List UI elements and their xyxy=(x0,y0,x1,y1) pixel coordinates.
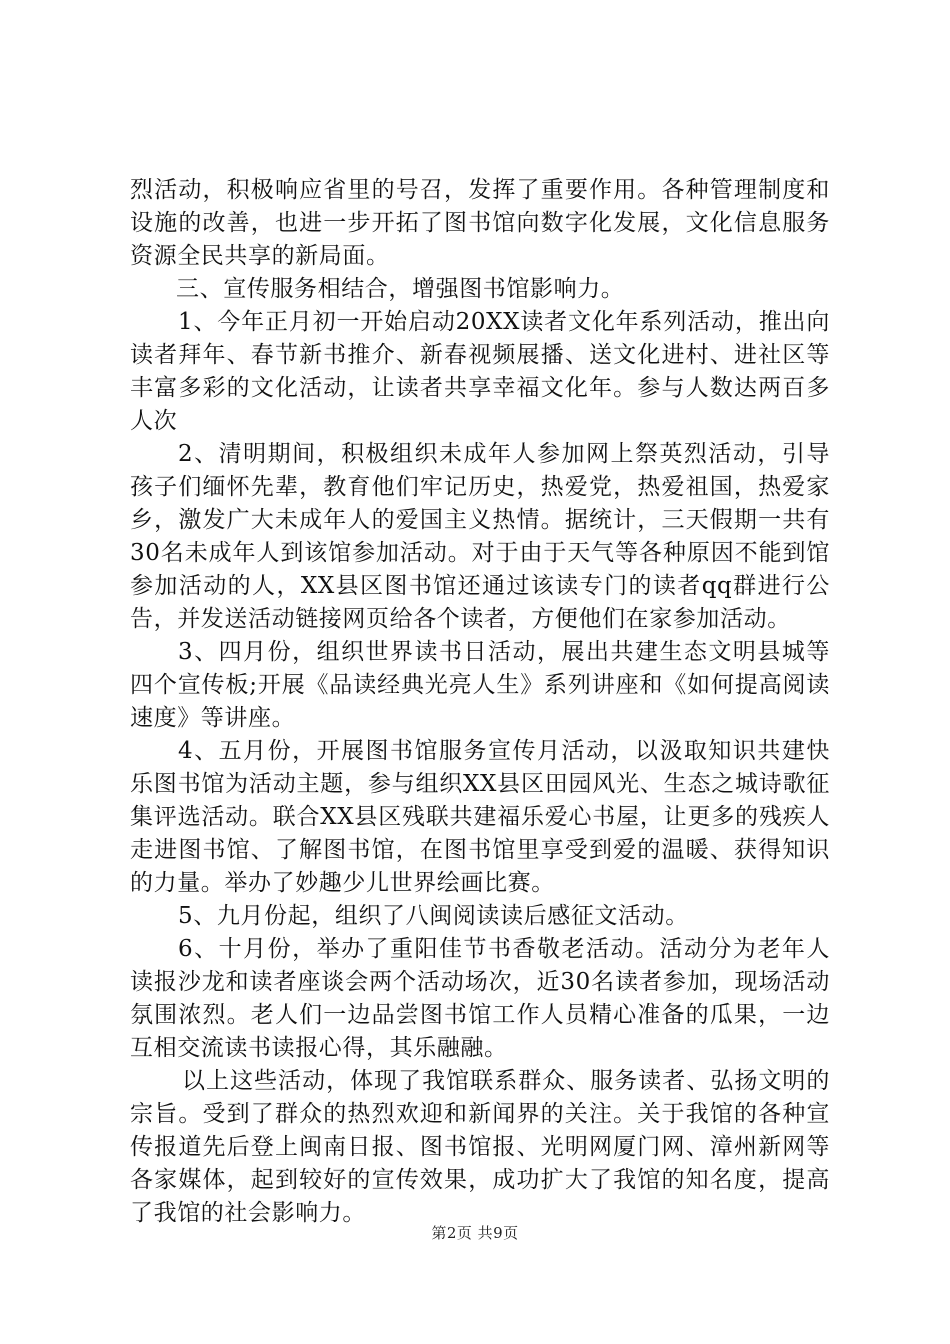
document-body xyxy=(130,174,830,1230)
paragraph-item-5: 5、九月份起，组织了八闽阅读读后感征文活动。 xyxy=(178,903,689,929)
section-heading-3: 三、宣传服务相结合，增强图书馆影响力。 xyxy=(176,276,625,302)
paragraph-item-2: 2、清明期间，积极组织未成年人参加网上祭英烈活动，引导孩子们缅怀先辈，教育他们牢记历史，热爱党，热爱祖国，热爱家乡，激发广大未成年人的爱国主义热情。据统计，三天假期一共有30名未成年人到该馆参加活动。对于由于天气等各种原因不能到馆参加活动的人，XX县区图书馆还通过该读专门的读者qq群进行公告，并发送活动链接网页给各个读者，方便他们在家参加活动。 xyxy=(130,441,830,632)
paragraph-continuation: 烈活动，积极响应省里的号召，发挥了重要作用。各种管理制度和设施的改善，也进一步开拓了图书馆向数字化发展，文化信息服务资源全民共享的新局面。 xyxy=(130,177,830,269)
paragraph-item-4: 4、五月份，开展图书馆服务宣传月活动，以汲取知识共建快乐图书馆为活动主题，参与组织XX县区田园风光、生态之城诗歌征集评选活动。联合XX县区残联共建福乐爱心书屋，让更多的残疾人走进图书馆、了解图书馆，在图书馆里享受到爱的温暖、获得知识的力量。举办了妙趣少儿世界绘画比赛。 xyxy=(130,738,830,896)
page-number-footer: 第2页 共9页 xyxy=(431,1224,519,1242)
paragraph-summary: 以上这些活动，体现了我馆联系群众、服务读者、弘扬文明的宗旨。受到了群众的热烈欢迎和新闻界的关注。关于我馆的各种宣传报道先后登上闽南日报、图书馆报、光明网厦门网、漳州新网等各家媒体，起到较好的宣传效果，成功扩大了我馆的知名度，提高了我馆的社会影响力。 xyxy=(130,1068,830,1226)
paragraph-item-3: 3、四月份，组织世界读书日活动，展出共建生态文明县城等四个宣传板;开展《品读经典光亮人生》系列讲座和《如何提高阅读速度》等讲座。 xyxy=(130,639,830,731)
paragraph-item-6: 6、十月份，举办了重阳佳节书香敬老活动。活动分为老年人读报沙龙和读者座谈会两个活动场次，近30名读者参加，现场活动氛围浓烈。老人们一边品尝图书馆工作人员精心准备的瓜果，一边互相交流读书读报心得，其乐融融。 xyxy=(130,936,830,1061)
paragraph-item-1: 1、今年正月初一开始启动20XX读者文化年系列活动，推出向读者拜年、春节新书推介、新春视频展播、送文化进村、进社区等丰富多彩的文化活动，让读者共享幸福文化年。参与人数达两百多人次 xyxy=(130,309,830,434)
